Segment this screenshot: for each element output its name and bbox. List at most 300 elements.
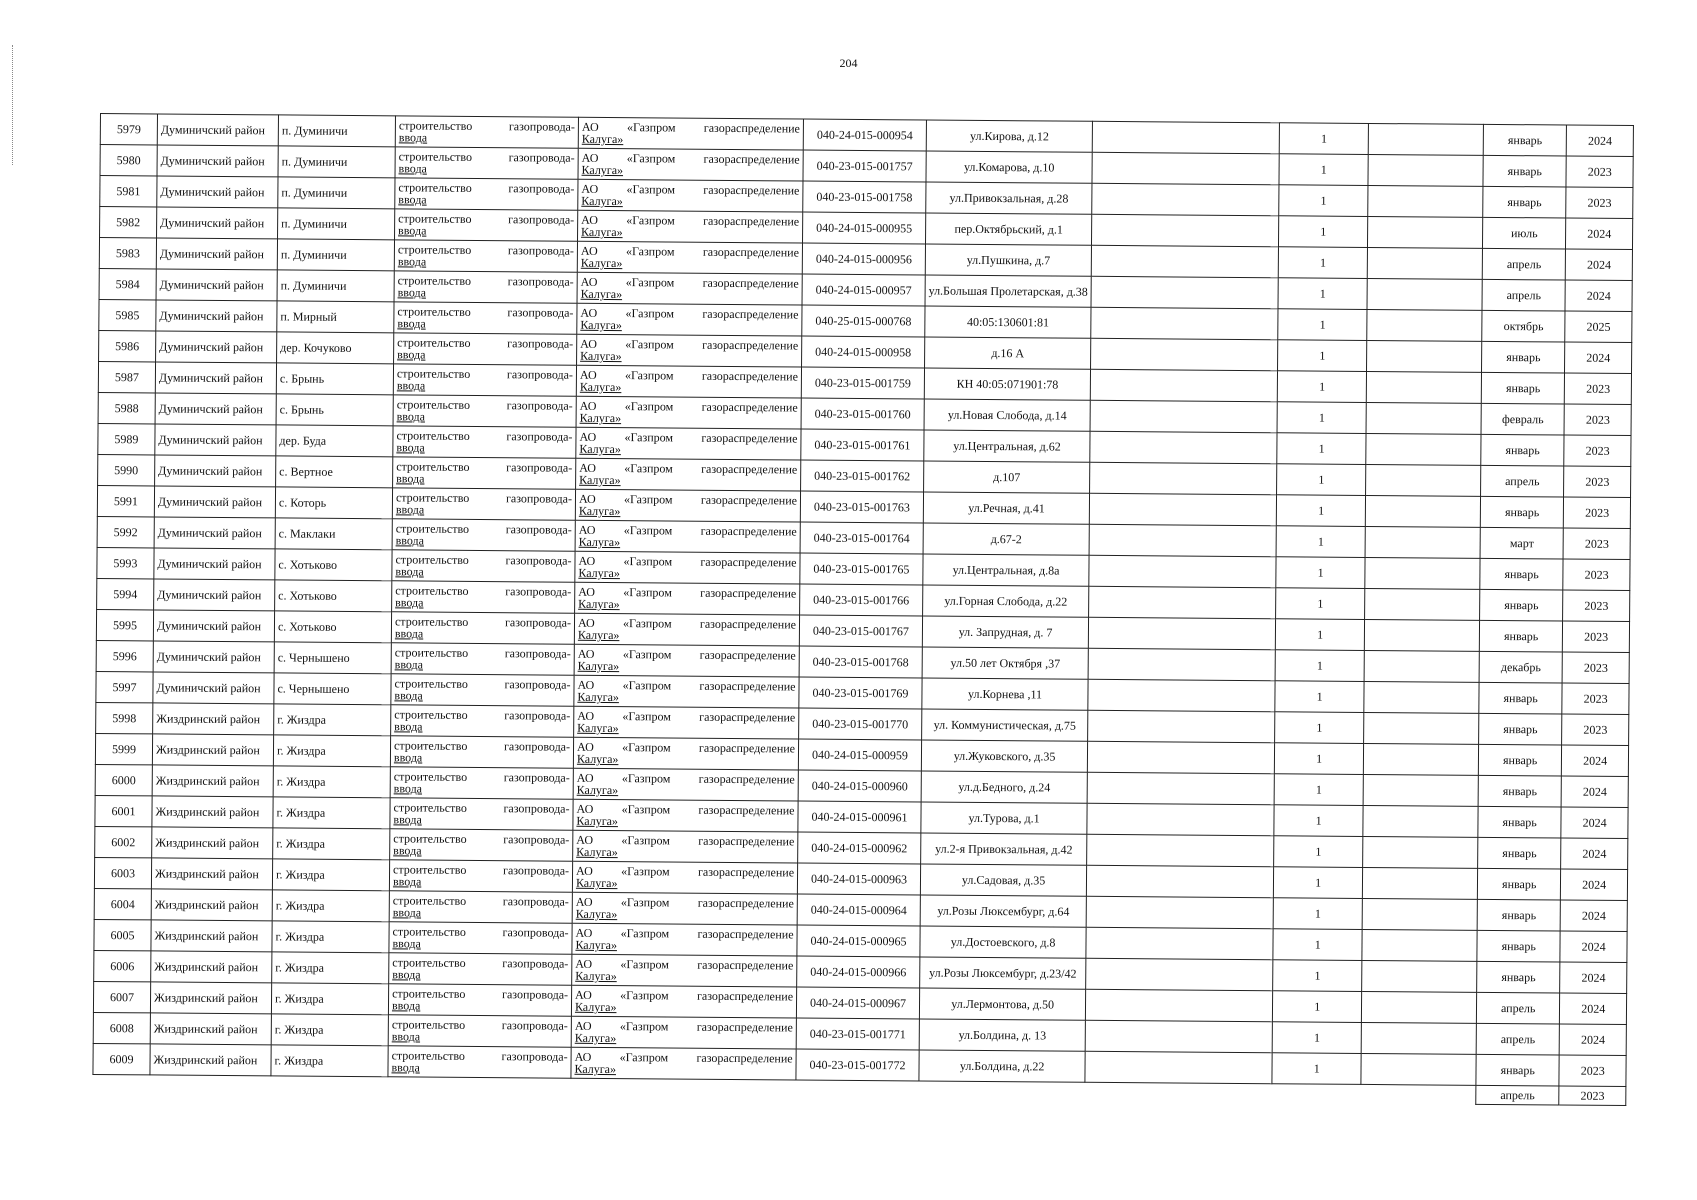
empty-cell: [1085, 1020, 1272, 1052]
org-word-3: газораспределение: [698, 771, 795, 787]
code-cell: 040-23-015-001771: [796, 1018, 919, 1050]
org-word-2: «Газпром: [625, 244, 675, 259]
code-cell: 040-23-015-001757: [803, 150, 926, 182]
locality-cell: с. Вертное: [276, 456, 393, 488]
org-line-2: Калуга»: [576, 844, 618, 860]
code-cell: 040-24-015-000954: [803, 119, 926, 151]
organization-cell: [573, 830, 798, 863]
work-type-line-2: ввода: [391, 998, 421, 1013]
org-line-2: Калуга»: [575, 906, 618, 922]
month-cell: январь: [1478, 868, 1561, 900]
month-cell: январь: [1483, 124, 1566, 156]
org-word-3: газораспределение: [697, 864, 795, 880]
quantity-cell: 1: [1273, 991, 1362, 1023]
work-type-word-2: газопровода-: [507, 274, 574, 289]
locality-cell: с. Хотьково: [274, 611, 391, 643]
month-cell: январь: [1483, 155, 1566, 187]
org-word-1: АО: [575, 925, 593, 940]
quantity-cell: 1: [1276, 526, 1365, 558]
empty-cell: [1091, 245, 1278, 277]
code-cell: 040-24-015-000959: [798, 739, 921, 771]
code-cell: 040-24-015-000957: [802, 274, 925, 306]
work-type-word-2: газопровода-: [502, 925, 569, 940]
empty-cell: [1090, 462, 1277, 494]
work-type-word-1: строительство: [393, 769, 468, 784]
org-word-3: газораспределение: [697, 926, 794, 942]
district-cell: Жиздринский район: [150, 1013, 271, 1045]
organization-cell: [577, 334, 802, 367]
empty-cell: [1366, 371, 1481, 403]
work-type-line-2: ввода: [394, 688, 423, 703]
organization-cell: [577, 303, 802, 336]
work-type-word-1: строительство: [395, 583, 469, 598]
org-word-3: газораспределение: [696, 988, 794, 1004]
org-word-2: «Газпром: [619, 1050, 669, 1065]
work-type-cell: [389, 922, 572, 954]
empty-cell: [1090, 369, 1277, 401]
work-type-cell: [389, 953, 572, 985]
work-type-word-1: строительство: [394, 645, 469, 660]
address-cell: ул.Розы Люксембург, д.23/42: [920, 957, 1086, 989]
row-number: 6004: [94, 888, 151, 919]
org-word-3: газораспределение: [703, 151, 800, 167]
work-type-word-1: строительство: [397, 273, 472, 288]
quantity-cell: 1: [1274, 805, 1363, 837]
organization-cell: [577, 272, 802, 305]
organization-cell: [575, 520, 800, 553]
organization-cell: [571, 1016, 796, 1049]
work-type-word-2: газопровода-: [507, 305, 574, 320]
work-type-word-2: газопровода-: [501, 1049, 568, 1064]
locality-cell: п. Мирный: [277, 301, 394, 333]
month-cell: январь: [1476, 1054, 1559, 1086]
address-cell: пер.Октябрьский, д.1: [925, 213, 1091, 245]
empty-cell: [1365, 557, 1480, 589]
work-type-word-1: строительство: [395, 490, 470, 505]
locality-cell: г. Жиздра: [273, 828, 390, 860]
quantity-cell: 1: [1275, 681, 1364, 713]
address-cell: ул.Жуковского, д.35: [921, 740, 1087, 772]
empty-cell: [1368, 154, 1483, 186]
org-word-3: газораспределение: [702, 275, 799, 291]
row-number: 6005: [94, 919, 151, 950]
quantity-cell: 1: [1277, 371, 1366, 403]
work-type-word-2: газопровода-: [508, 119, 575, 134]
org-word-2: «Газпром: [623, 554, 673, 569]
locality-cell: дер. Кочуково: [277, 332, 394, 364]
code-cell: 040-24-015-000967: [796, 987, 919, 1019]
organization-cell: [571, 1047, 796, 1080]
org-word-3: газораспределение: [697, 895, 794, 911]
quantity-cell: 1: [1275, 712, 1364, 744]
org-word-1: АО: [576, 770, 594, 785]
work-type-word-1: строительство: [395, 521, 470, 536]
district-cell: Жиздринский район: [150, 982, 271, 1014]
code-cell: 040-24-015-000960: [798, 770, 921, 802]
work-type-word-2: газопровода-: [502, 863, 570, 878]
org-word-3: газораспределение: [702, 306, 799, 322]
empty-cell: [1365, 619, 1480, 651]
work-type-cell: [393, 395, 576, 427]
empty-cell: [1368, 216, 1483, 248]
organization-cell: [572, 923, 797, 956]
address-cell: ул.Привокзальная, д.28: [926, 182, 1092, 214]
month-cell: январь: [1478, 775, 1561, 807]
empty-cell: [1365, 526, 1480, 558]
work-type-cell: [391, 705, 574, 737]
org-word-1: АО: [580, 243, 598, 258]
tail-month-cell: апрель: [1476, 1085, 1559, 1105]
row-number: 5981: [100, 176, 157, 207]
code-cell: 040-23-015-001764: [800, 522, 923, 554]
work-type-word-2: газопровода-: [504, 646, 571, 661]
empty-cell: [1092, 121, 1279, 153]
empty-cell: [1365, 588, 1480, 620]
org-line-2: Калуга»: [579, 472, 621, 488]
quantity-cell: 1: [1274, 867, 1363, 899]
quantity-cell: 1: [1276, 588, 1365, 620]
locality-cell: с. Маклаки: [275, 518, 392, 550]
organization-cell: [578, 148, 803, 181]
org-word-2: «Газпром: [620, 926, 670, 941]
empty-cell: [1363, 774, 1478, 806]
work-type-word-2: газопровода-: [507, 336, 574, 351]
work-type-cell: [393, 364, 576, 396]
locality-cell: с. Хотьково: [275, 580, 392, 612]
row-number: 6000: [95, 764, 152, 795]
row-number: 5998: [96, 702, 153, 733]
org-line-2: Калуга»: [579, 410, 622, 426]
row-number: 6002: [95, 826, 152, 857]
quantity-cell: 1: [1279, 123, 1368, 155]
work-type-cell: [392, 519, 575, 551]
quantity-cell: 1: [1278, 340, 1367, 372]
year-cell: 2023: [1562, 652, 1629, 684]
empty-cell: [1367, 309, 1482, 341]
work-type-line-2: ввода: [393, 812, 422, 827]
work-type-cell: [390, 829, 573, 861]
month-cell: апрель: [1482, 279, 1565, 311]
org-line-2: Калуга»: [577, 720, 619, 736]
address-cell: ул.Болдина, д.22: [919, 1050, 1085, 1082]
org-line-2: Калуга»: [578, 565, 620, 581]
work-type-line-2: ввода: [397, 347, 426, 362]
organization-cell: [574, 644, 799, 677]
org-word-3: газораспределение: [700, 523, 797, 539]
quantity-cell: 1: [1278, 247, 1367, 279]
org-word-1: АО: [578, 522, 596, 537]
work-type-word-1: строительство: [392, 986, 466, 1001]
org-word-3: газораспределение: [697, 957, 794, 973]
work-type-line-2: ввода: [395, 595, 424, 610]
month-cell: январь: [1477, 899, 1560, 931]
work-type-line-2: ввода: [393, 781, 423, 796]
org-word-3: газораспределение: [702, 244, 799, 260]
code-cell: 040-23-015-001768: [799, 646, 922, 678]
org-word-2: «Газпром: [624, 399, 674, 414]
work-type-word-1: строительство: [398, 118, 473, 133]
empty-cell: [1087, 834, 1274, 866]
row-number: 5992: [97, 516, 154, 547]
org-word-2: «Газпром: [623, 585, 672, 600]
org-word-3: газораспределение: [701, 430, 798, 446]
org-line-2: Калуга»: [576, 751, 619, 767]
work-type-line-2: ввода: [391, 1060, 420, 1075]
locality-cell: дер. Буда: [276, 425, 393, 457]
org-word-3: газораспределение: [701, 399, 798, 415]
code-cell: 040-25-015-000768: [802, 305, 925, 337]
work-type-word-1: строительство: [397, 242, 472, 257]
organization-cell: [578, 210, 803, 243]
work-type-line-2: ввода: [397, 254, 427, 269]
address-cell: ул.Центральная, д.8а: [923, 554, 1089, 586]
empty-cell: [1088, 741, 1275, 773]
code-cell: 040-24-015-000965: [797, 925, 920, 957]
organization-cell: [574, 706, 799, 739]
address-cell: д.67-2: [923, 523, 1089, 555]
address-cell: ул.Розы Люксембург, д.64: [920, 895, 1086, 927]
work-type-word-1: строительство: [392, 955, 466, 970]
quantity-cell: 1: [1275, 743, 1364, 775]
address-cell: ул.д.Бедного, д.24: [921, 771, 1087, 803]
month-cell: январь: [1477, 961, 1560, 993]
code-cell: 040-24-015-000962: [798, 832, 921, 864]
year-cell: 2023: [1563, 621, 1630, 653]
work-type-line-2: ввода: [396, 471, 425, 486]
org-word-1: АО: [576, 739, 594, 754]
code-cell: 040-24-015-000964: [797, 894, 920, 926]
org-word-2: «Газпром: [625, 337, 674, 352]
district-cell: Думиничский район: [155, 393, 276, 425]
empty-cell: [1092, 152, 1279, 184]
locality-cell: г. Жиздра: [274, 704, 391, 736]
year-cell: 2023: [1564, 373, 1631, 405]
code-cell: 040-24-015-000961: [798, 801, 921, 833]
district-cell: Думиничский район: [154, 517, 275, 549]
empty-cell: [1361, 1053, 1476, 1085]
address-cell: ул.Горная Слобода, д.22: [923, 585, 1089, 617]
org-line-2: Калуга»: [574, 999, 617, 1015]
blank-cell: [796, 1080, 919, 1100]
work-type-cell: [394, 271, 577, 303]
work-type-word-1: строительство: [396, 397, 471, 412]
work-type-word-1: строительство: [393, 738, 468, 753]
address-cell: ул. Запрудная, д. 7: [922, 616, 1088, 648]
row-number: 6001: [95, 795, 152, 826]
code-cell: 040-24-015-000966: [797, 956, 920, 988]
org-word-1: АО: [576, 832, 594, 847]
org-line-2: Калуга»: [580, 286, 623, 302]
org-word-1: АО: [578, 553, 596, 568]
empty-cell: [1091, 276, 1278, 308]
empty-cell: [1366, 464, 1481, 496]
locality-cell: с. Брынь: [276, 363, 393, 395]
org-word-2: «Газпром: [623, 616, 672, 631]
row-number: 5980: [100, 145, 157, 176]
work-type-cell: [394, 302, 577, 334]
work-type-word-2: газопровода-: [506, 429, 573, 444]
organization-cell: [572, 954, 797, 987]
year-cell: 2023: [1564, 466, 1631, 498]
organization-cell: [578, 179, 803, 212]
district-cell: Думиничский район: [153, 672, 274, 704]
year-cell: 2024: [1560, 962, 1627, 994]
address-cell: ул.Болдина, д. 13: [919, 1019, 1085, 1051]
work-type-line-2: ввода: [394, 657, 424, 672]
district-cell: Думиничский район: [154, 486, 275, 518]
work-type-cell: [395, 178, 578, 210]
work-type-line-2: ввода: [398, 223, 427, 238]
organization-cell: [576, 427, 801, 460]
empty-cell: [1366, 495, 1481, 527]
work-type-cell: [390, 798, 573, 830]
work-type-word-1: строительство: [398, 149, 473, 164]
empty-cell: [1364, 650, 1479, 682]
org-line-2: Калуга»: [577, 689, 619, 705]
empty-cell: [1087, 803, 1274, 835]
org-word-2: «Газпром: [623, 523, 673, 538]
tail-year-cell: 2023: [1559, 1086, 1626, 1106]
address-cell: ул.Комарова, д.10: [926, 151, 1092, 183]
org-word-2: «Газпром: [621, 864, 670, 879]
org-word-2: «Газпром: [624, 492, 673, 507]
empty-cell: [1087, 772, 1274, 804]
empty-cell: [1088, 648, 1275, 680]
org-word-2: «Газпром: [626, 213, 675, 228]
org-word-1: АО: [580, 336, 597, 351]
work-type-line-2: ввода: [397, 316, 426, 331]
blank-cell: [1085, 1082, 1272, 1102]
work-type-word-2: газопровода-: [503, 770, 570, 785]
organization-cell: [573, 799, 798, 832]
org-line-2: Калуга»: [577, 627, 620, 643]
blank-cell: [271, 1076, 388, 1096]
address-cell: ул.Достоевского, д.8: [920, 926, 1086, 958]
locality-cell: г. Жиздра: [271, 983, 388, 1015]
org-word-2: «Газпром: [624, 368, 674, 383]
work-type-word-1: строительство: [397, 304, 471, 319]
locality-cell: г. Жиздра: [272, 890, 389, 922]
org-word-1: АО: [574, 1049, 592, 1064]
year-cell: 2023: [1559, 1055, 1626, 1087]
org-line-2: Калуга»: [580, 317, 622, 333]
locality-cell: с. Которь: [275, 487, 392, 519]
empty-cell: [1090, 493, 1277, 525]
quantity-cell: 1: [1272, 1022, 1361, 1054]
empty-cell: [1362, 929, 1477, 961]
empty-cell: [1086, 896, 1273, 928]
empty-cell: [1363, 805, 1478, 837]
locality-cell: п. Думиничи: [277, 270, 394, 302]
locality-cell: с. Чернышено: [274, 673, 391, 705]
month-cell: январь: [1483, 186, 1566, 218]
work-type-line-2: ввода: [394, 626, 424, 641]
work-type-cell: [393, 426, 576, 458]
locality-cell: г. Жиздра: [271, 1014, 388, 1046]
year-cell: 2024: [1566, 125, 1633, 157]
code-cell: 040-23-015-001769: [799, 677, 922, 709]
row-number: 5989: [98, 423, 155, 454]
year-cell: 2024: [1560, 993, 1627, 1025]
org-line-2: Калуга»: [581, 162, 624, 178]
year-cell: 2024: [1561, 869, 1628, 901]
quantity-cell: 1: [1277, 402, 1366, 434]
year-cell: 2024: [1559, 1024, 1626, 1056]
row-number: 6009: [93, 1043, 150, 1074]
year-cell: 2025: [1565, 311, 1632, 343]
year-cell: 2024: [1565, 249, 1632, 281]
work-type-cell: [395, 116, 578, 148]
address-cell: д.16 А: [925, 337, 1091, 369]
org-line-2: Калуга»: [578, 596, 620, 612]
work-type-cell: [391, 643, 574, 675]
org-word-2: «Газпром: [625, 306, 675, 321]
blank-cell: [150, 1075, 271, 1095]
work-type-cell: [391, 612, 574, 644]
work-type-cell: [389, 891, 572, 923]
work-type-word-1: строительство: [395, 552, 469, 567]
org-line-2: Калуга»: [575, 937, 618, 953]
org-line-2: Калуга»: [581, 224, 623, 240]
month-cell: апрель: [1477, 992, 1560, 1024]
work-type-line-2: ввода: [392, 936, 421, 951]
quantity-cell: 1: [1275, 650, 1364, 682]
row-number: 5987: [98, 361, 155, 392]
work-type-word-2: газопровода-: [506, 398, 573, 413]
org-word-1: АО: [577, 615, 595, 630]
work-type-line-2: ввода: [398, 130, 428, 145]
district-cell: Думиничский район: [156, 300, 277, 332]
code-cell: 040-23-015-001759: [801, 367, 924, 399]
work-type-cell: [392, 488, 575, 520]
work-type-word-2: газопровода-: [504, 708, 571, 723]
org-word-1: АО: [576, 801, 594, 816]
org-word-2: «Газпром: [624, 430, 674, 445]
quantity-cell: 1: [1279, 216, 1368, 248]
organization-cell: [575, 489, 800, 522]
work-type-word-1: строительство: [393, 862, 467, 877]
org-word-3: газораспределение: [703, 213, 800, 229]
month-cell: октябрь: [1482, 310, 1565, 342]
empty-cell: [1089, 617, 1276, 649]
code-cell: 040-23-015-001761: [801, 429, 924, 461]
work-type-word-2: газопровода-: [502, 894, 569, 909]
org-word-3: газораспределение: [698, 740, 796, 756]
work-type-word-2: газопровода-: [504, 677, 571, 692]
work-type-word-2: газопровода-: [508, 212, 575, 227]
month-cell: январь: [1479, 744, 1562, 776]
address-cell: ул.50 лет Октября ,37: [922, 647, 1088, 679]
month-cell: февраль: [1481, 403, 1564, 435]
work-type-word-2: газопровода-: [508, 150, 575, 165]
work-type-cell: [395, 147, 578, 179]
organization-cell: [576, 458, 801, 491]
work-type-cell: [393, 457, 576, 489]
district-cell: Думиничский район: [156, 331, 277, 363]
work-type-line-2: ввода: [391, 1029, 421, 1044]
work-type-word-2: газопровода-: [502, 956, 569, 971]
month-cell: январь: [1480, 558, 1563, 590]
address-cell: ул.Садовая, д.35: [920, 864, 1086, 896]
district-cell: Думиничский район: [157, 145, 278, 177]
code-cell: 040-23-015-001758: [803, 181, 926, 213]
org-word-2: «Газпром: [622, 678, 672, 693]
district-cell: Жиздринский район: [151, 951, 272, 983]
locality-cell: п. Думиничи: [278, 208, 395, 240]
org-line-2: Калуга»: [575, 968, 617, 984]
org-line-2: Калуга»: [581, 193, 623, 209]
org-word-2: «Газпром: [620, 895, 670, 910]
